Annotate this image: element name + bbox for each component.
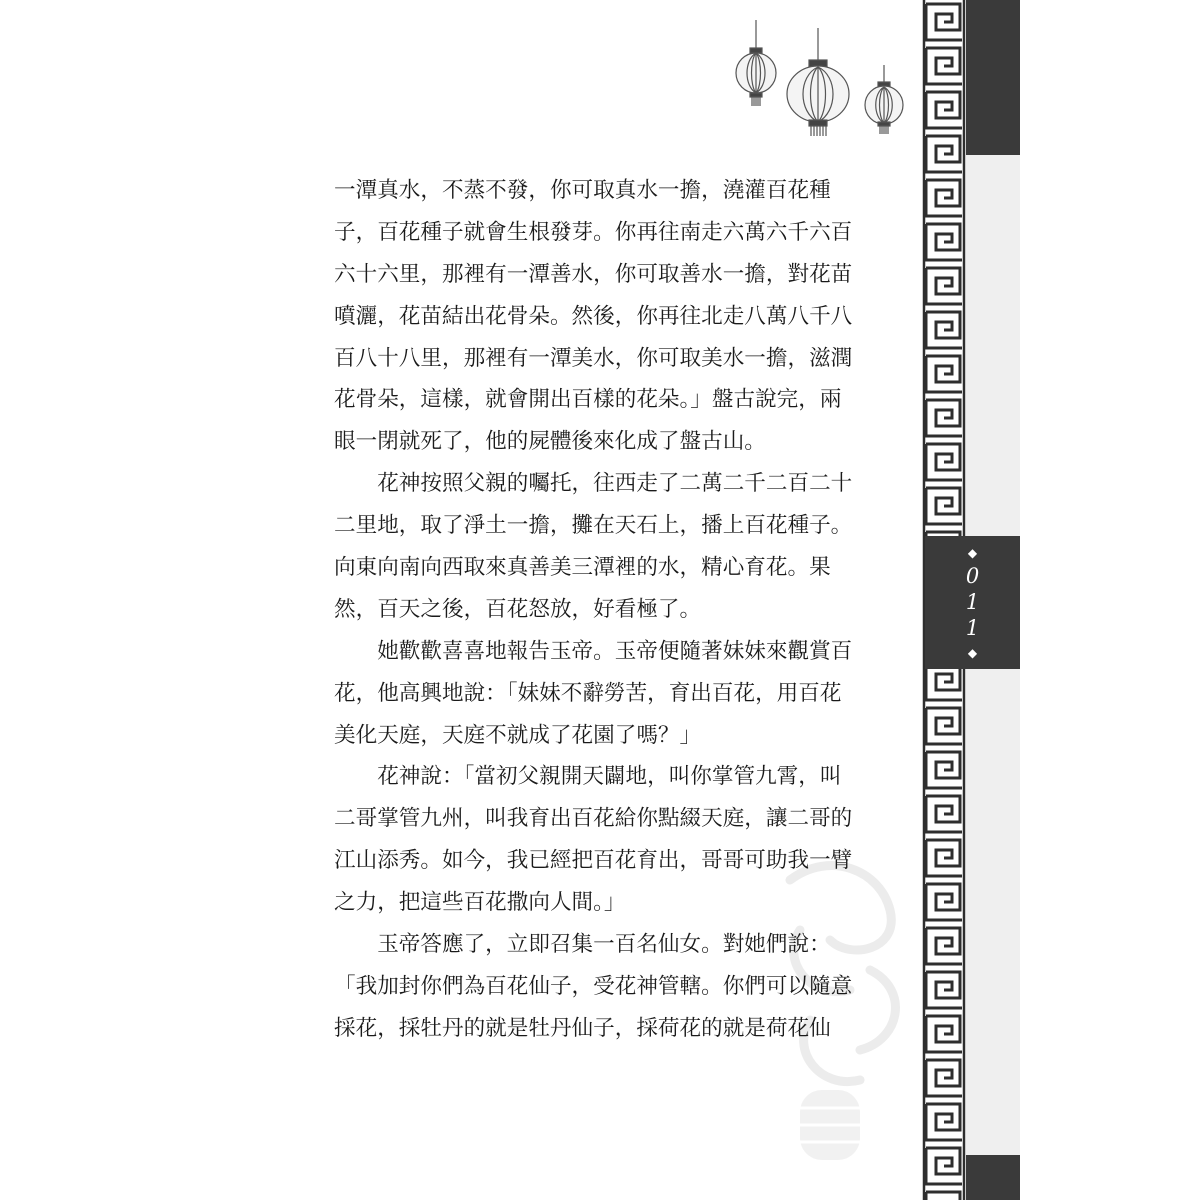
page-number-box bbox=[925, 536, 1020, 669]
text-line: 花神說：「當初父親開天闢地，叫你掌管九霄，叫 bbox=[334, 764, 842, 790]
text-line: 然，百天之後，百花怒放，好看極了。 bbox=[334, 596, 702, 622]
hanging-lanterns-icon bbox=[726, 20, 916, 145]
text-line: 江山添秀。如今，我已經把百花育出，哥哥可助我一臂 bbox=[334, 848, 853, 874]
bottom-dark-tab bbox=[966, 1155, 1020, 1200]
text-line: 美化天庭，天庭不就成了花園了嗎？」 bbox=[334, 722, 702, 748]
top-dark-tab bbox=[966, 0, 1020, 155]
text-line: 六十六里，那裡有一潭善水，你可取善水一擔，對花苗 bbox=[334, 261, 853, 287]
text-line: 「我加封你們為百花仙子，受花神管轄。你們可以隨意 bbox=[334, 973, 853, 999]
diamond-ornament-icon: ◆ bbox=[967, 645, 978, 660]
text-line: 子，百花種子就會生根發芽。你再往南走六萬六千六百 bbox=[334, 219, 853, 245]
body-text bbox=[334, 170, 874, 1050]
text-line: 噴灑，花苗結出花骨朵。然後，你再往北走八萬八千八 bbox=[334, 303, 853, 329]
text-line: 花，他高興地說：「妹妹不辭勞苦，育出百花，用百花 bbox=[334, 680, 842, 706]
text-line: 一潭真水，不蒸不發，你可取真水一擔，澆灌百花種 bbox=[334, 178, 831, 203]
text-line: 百八十八里，那裡有一潭美水，你可取美水一擔，滋潤 bbox=[334, 345, 853, 371]
text-line: 她歡歡喜喜地報告玉帝。玉帝便隨著妹妹來觀賞百 bbox=[334, 638, 853, 664]
text-line: 向東向南向西取來真善美三潭裡的水，精心育花。果 bbox=[334, 555, 831, 581]
text-line: 採花，採牡丹的就是牡丹仙子，採荷花的就是荷花仙 bbox=[334, 1015, 831, 1041]
text-line: 玉帝答應了，立即召集一百名仙女。對她們說： bbox=[334, 932, 831, 958]
page-number: 011 bbox=[960, 563, 985, 642]
text-line: 花神按照父親的囑托，往西走了二萬二千二百二十 bbox=[334, 471, 853, 497]
text-line: 二哥掌管九州，叫我育出百花給你點綴天庭，讓二哥的 bbox=[334, 806, 853, 832]
diamond-ornament-icon: ◆ bbox=[967, 545, 978, 560]
text-line: 花骨朵，這樣，就會開出百樣的花朵。」盤古說完，兩 bbox=[334, 387, 842, 413]
text-line: 眼一閉就死了，他的屍體後來化成了盤古山。 bbox=[334, 429, 766, 455]
text-line: 二里地，取了淨土一擔，攤在天石上，播上百花種子。 bbox=[334, 513, 853, 539]
text-line: 之力，把這些百花撒向人間。」 bbox=[334, 890, 626, 916]
